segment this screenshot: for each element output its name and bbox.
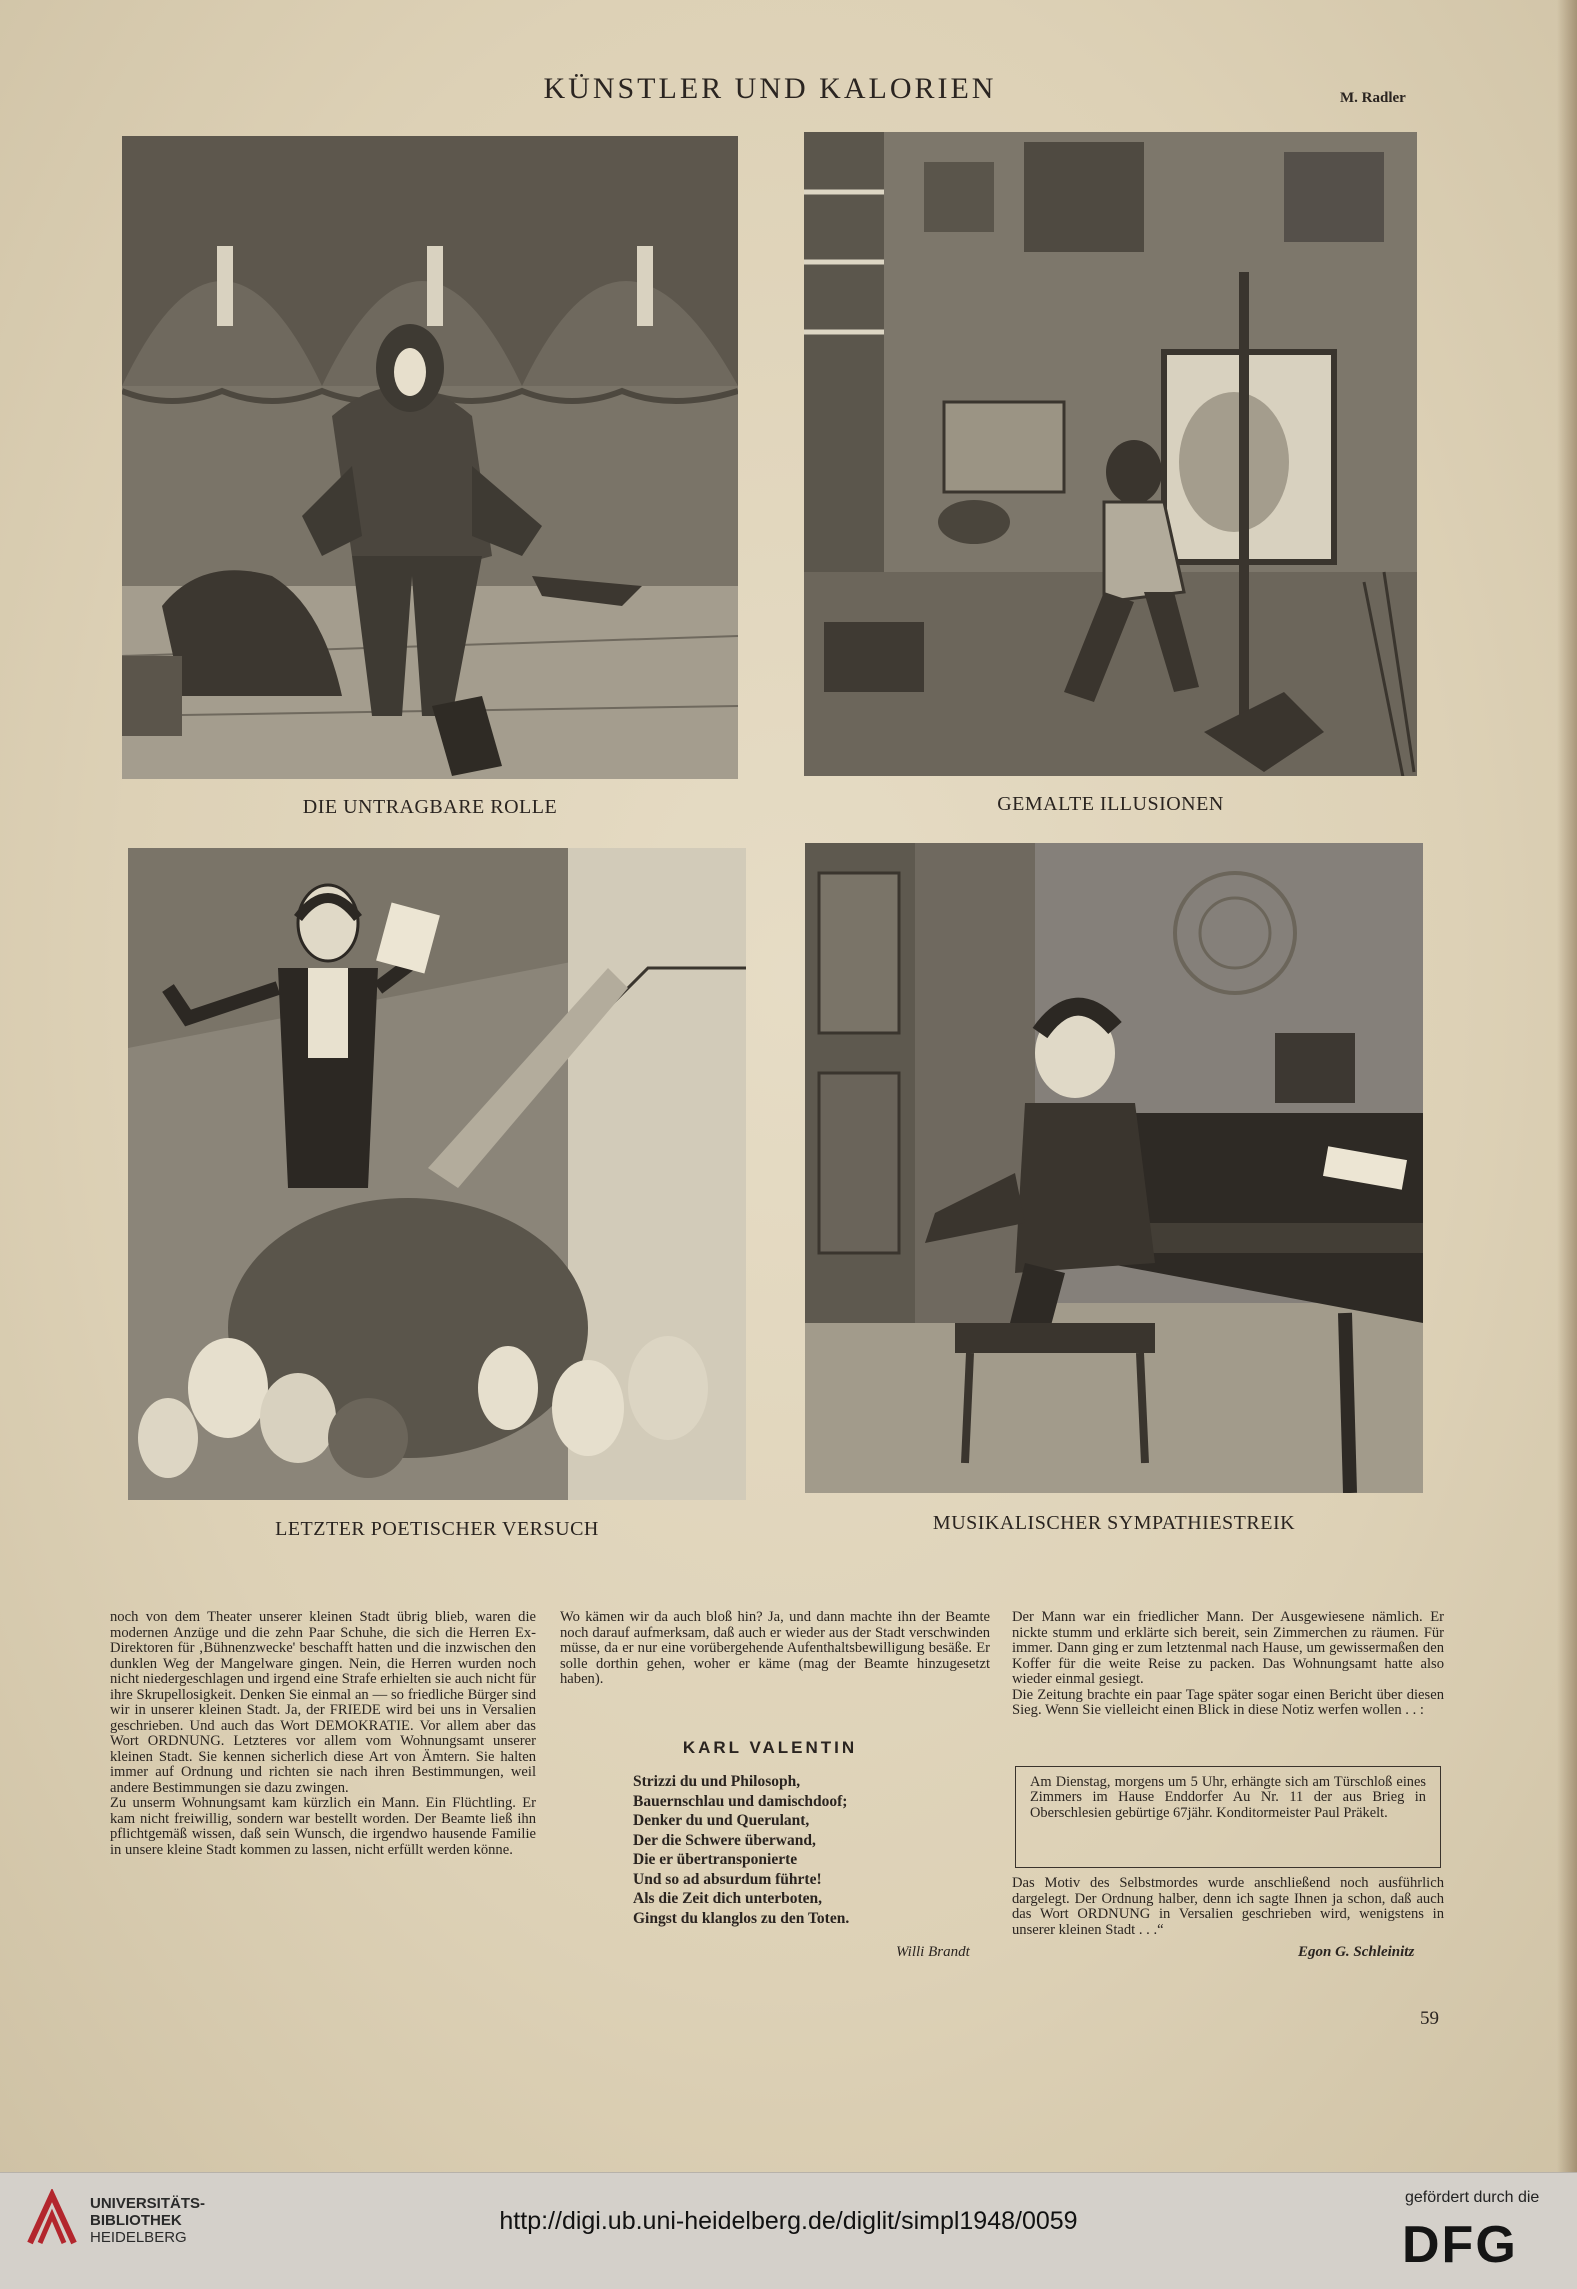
caption-musikalischer-sympathiestreik: MUSIKALISCHER SYMPATHIESTREIK [932,1512,1296,1534]
caption-letzter-poetischer-versuch: LETZTER POETISCHER VERSUCH [275,1518,599,1540]
page-title: KÜNSTLER UND KALORIEN [543,72,997,105]
institution-name: UNIVERSITÄTS- BIBLIOTHEK HEIDELBERG [90,2195,206,2246]
poem-author: Willi Brandt [896,1944,970,1960]
article-paragraph: Der Mann war ein friedlicher Mann. Der Ausgewiesene nämlich. Er nickte stumm und erklärte sich bereit, sein Zimmerchen zu räumen. Für immer. Dann ging er zum letztenmal nach Hause, um gewissermaßen den Koffer für die weite Reise zu packen. Das Wohnungsamt hatte also wieder einmal gesiegt. [1012,1609,1444,1687]
dfg-logo: DFG [1402,2216,1518,2274]
article-paragraph: Wo kämen wir da auch bloß hin? Ja, und dann machte ihn der Beamte noch darauf aufmerksam, daß auch er wieder aus der Stadt verschwinden müsse, da er nur eine vorübergehende Aufenthaltsbewilligung besäße. Er solle dorthin gehen, woher er käme (mag der Beamte hinzugesetzt haben). [560,1609,990,1687]
poem-line: Strizzi du und Philosoph, [633,1773,801,1790]
digitization-footer [0,2172,1577,2289]
poem-line: Und so ad absurdum führte! [633,1870,822,1888]
funded-by-label: gefördert durch die [1405,2189,1540,2206]
poem-line: Die er übertransponierte [633,1851,798,1868]
poem-body [633,1772,849,1928]
poem-line: Denker du und Querulant, [633,1812,810,1829]
article-paragraph: Die Zeitung brachte ein paar Tage später sogar einen Bericht über diesen Sieg. Wenn Sie vielleicht einen Blick in diese Notiz werfen wollen . . : [1012,1686,1444,1718]
illustration-musikalischer-sympathiestreik [805,843,1423,1493]
page-edge-shadow [1557,0,1577,2172]
poem-line: Bauernschlau und damischdoof; [633,1792,848,1810]
article-column-2 [560,1610,990,1688]
article-column-3-continued [1012,1876,1444,1938]
poem-line: Der die Schwere überwand, [633,1831,816,1849]
article-signature: Egon G. Schleinitz [1298,1944,1415,1960]
article-paragraph: Das Motiv des Selbstmordes wurde anschließend noch ausführlich dargelegt. Der Ordnung halber, denn ich sagte Ihnen ja schon, daß auch das Wort ORDNUNG in Versalien geschrieben wird, wenigstens in unserer kleinen Stadt . . .“ [1012,1875,1444,1938]
illustration-gemalte-illusionen [804,132,1417,776]
poem-title: KARL VALENTIN [682,1738,858,1757]
caption-untragbare-rolle: DIE UNTRAGBARE ROLLE [302,796,558,818]
caption-gemalte-illusionen: GEMALTE ILLUSIONEN [997,793,1224,815]
newspaper-notice-box: Am Dienstag, morgens um 5 Uhr, erhängte sich am Türschloß eines Zimmers im Hause Enddorfer Au Nr. 11 der aus Brieg in Oberschlesien gebürtige 67jähr. Konditormeister Paul Präkelt. [1015,1766,1441,1868]
article-paragraph: noch von dem Theater unserer kleinen Stadt übrig blieb, waren die modernen Anzüge und die zehn Paar Schuhe, die sich die Herren Ex-Direktoren für ‚Bühnenzwecke' beschafft hatten und die inzwischen den dunklen Weg der Mangelware gingen. Nein, die Herren wurden noch nicht niedergeschlagen und irgend eine Strafe erhielten sie auch nicht für ihre Skrupellosigkeit. Denken Sie einmal an — so friedliche Bürger sind wir in unserer kleinen Stadt. Ja, der FRIEDE wird bei uns in Versalien geschrieben. Und auch das Wort DEMOKRATIE. Vor allem aber das Wort ORDNUNG. Letzteres vor allem vom Wohnungsamt unserer kleinen Stadt. Sie kennen sicherlich diese Art von Ämtern. Sie halten immer auf Ordnung und richten sie nach ihren Bestimmungen, weil andere Bestimmungen sie dazu zwingen. [110,1609,536,1796]
article-column-1 [110,1610,536,1858]
page-author: M. Radler [1340,90,1406,106]
article-column-3 [1012,1610,1444,1719]
illustration-letzter-poetischer-versuch [128,848,746,1500]
poem-line: Als die Zeit dich unterboten, [633,1890,823,1907]
article-paragraph: Zu unserm Wohnungsamt kam kürzlich ein Mann. Ein Flüchtling. Er kam nicht freiwillig, sondern war bestellt worden. Der Beamte ließ ihn pflichtgemäß wissen, daß sein Wunsch, die irgendwo hausende Familie in unsere kleine Stadt kommen zu lassen, nicht erfüllt werden könne. [110,1795,536,1858]
source-url-link[interactable]: http://digi.ub.uni-heidelberg.de/diglit/simpl1948/0059 [499,2207,1078,2235]
illustration-untragbare-rolle [122,136,738,779]
page-number: 59 [1420,2008,1439,2029]
poem-line: Gingst du klanglos zu den Toten. [633,1909,850,1927]
